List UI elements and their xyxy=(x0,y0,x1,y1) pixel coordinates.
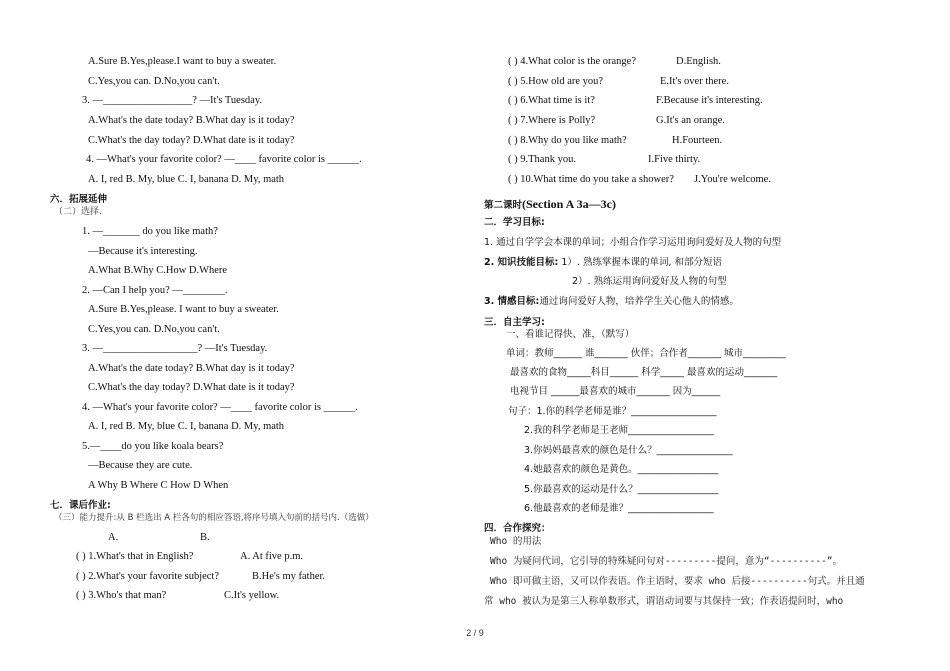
left-q-line-2: A.What B.Why C.How D.Where xyxy=(88,265,228,276)
left-line-6: A. I, red B. My, blue C. I, banana D. My, math xyxy=(88,174,285,185)
who-paragraph-1: Who 为疑问代词，它引导的特殊疑问句对---------提问，意为“----------”。 xyxy=(490,556,842,567)
left-line-0: A.Sure B.Yes,please.I want to buy a sweater. xyxy=(88,56,277,67)
left-q-line-13: A Why B Where C How D When xyxy=(88,480,229,491)
sentence-1: 句子：1.你的科学老师是谁？__________________ xyxy=(508,406,717,417)
match-answer-e: E.It's over there. xyxy=(660,76,729,87)
match-question-8: ( ) 8.Why do you like math? xyxy=(508,135,627,146)
left-q-line-6: 3. —__________________? —It's Tuesday. xyxy=(82,343,268,354)
column-b-label: B. xyxy=(200,532,210,543)
left-line-3: A.What's the date today? B.What day is it today? xyxy=(88,115,295,126)
lesson-section: (Section A 3a—3c) xyxy=(522,197,617,211)
who-usage-title: Who 的用法 xyxy=(490,536,542,547)
left-q-line-10: A. I, red B. My, blue C. I, banana D. My, math xyxy=(88,421,285,432)
vocab-line-2: 最喜欢的食物_____科目______ 科学_____ 最喜欢的运动_______ xyxy=(510,367,778,378)
left-line-4: C.What's the day today? D.What date is it today? xyxy=(88,135,295,146)
section-7-heading: 七．课后作业: xyxy=(50,500,111,511)
match-answer-c: C.It's yellow. xyxy=(224,590,280,601)
self-study-sub: 一、看谁记得快、准，（默写） xyxy=(506,329,635,340)
section-6-heading: 六．拓展延伸 xyxy=(50,194,108,205)
column-a-label: A. xyxy=(108,532,119,543)
match-answer-b: B.He's my father. xyxy=(252,571,326,582)
match-answer-i: I.Five thirty. xyxy=(648,154,701,165)
goal-3 xyxy=(484,295,739,309)
match-question-10: ( ) 10.What time do you take a shower? xyxy=(508,174,674,185)
vocab-line-3: 电视节目 ______最喜欢的城市_______ 因为______ xyxy=(510,386,721,397)
match-question-4: ( ) 4.What color is the orange? xyxy=(508,56,636,67)
match-answer-d: D.English. xyxy=(676,56,721,67)
goal-2 xyxy=(484,256,722,270)
section-6-subheading: （二）选择. xyxy=(54,207,102,217)
cooperation-heading: 四．合作探究： xyxy=(484,523,551,534)
left-q-line-5: C.Yes,you can. D.No,you can't. xyxy=(88,324,220,335)
match-question-3: ( ) 3.Who's that man? xyxy=(76,590,167,601)
sentence-5: 5.你最喜欢的运动是什么？_________________ xyxy=(524,484,719,495)
goal-1: 1. 通过自学学会本课的单词；小组合作学习运用询问爱好及人物的句型 xyxy=(484,237,782,248)
left-q-line-4: A.Sure B.Yes,please. I want to buy a sweater. xyxy=(88,304,279,315)
sentence-3: 3.你妈妈最喜欢的颜色是什么？________________ xyxy=(524,445,733,456)
match-answer-h: H.Fourteen. xyxy=(672,135,723,146)
goals-heading: 二．学习目标: xyxy=(484,217,545,228)
page-number: 2 / 9 xyxy=(466,628,484,638)
left-q-line-0: 1. —_______ do you like math? xyxy=(82,226,218,237)
match-answer-a: A. At five p.m. xyxy=(240,551,303,562)
self-study-heading: 三．自主学习: xyxy=(484,317,545,328)
left-line-2: 3. —_________________? —It's Tuesday. xyxy=(82,95,263,106)
sentence-6: 6.他最喜欢的老师是谁？__________________ xyxy=(524,503,714,514)
left-q-line-12: —Because they are cute. xyxy=(88,460,193,471)
match-question-9: ( ) 9.Thank you. xyxy=(508,154,576,165)
goal-2-text: 1）. 熟练掌握本课的单词, 和部分短语 xyxy=(561,257,722,268)
match-question-5: ( ) 5.How old are you? xyxy=(508,76,604,87)
goal-2b: 2）. 熟练运用询问爱好及人物的句型 xyxy=(572,276,727,287)
match-answer-j: J.You're welcome. xyxy=(694,174,771,185)
who-paragraph-2: Who 即可做主语，又可以作表语。作主语时，要求 who 后接----------句式。并且通 xyxy=(490,576,865,587)
match-question-7: ( ) 7.Where is Polly? xyxy=(508,115,596,126)
lesson-title xyxy=(484,197,616,213)
vocab-line-1: 单词：教师______ 谁_______ 伙伴；合作者_______ 城市_________ xyxy=(506,348,786,359)
match-answer-f: F.Because it's interesting. xyxy=(656,95,763,106)
left-line-1: C.Yes,you can. D.No,you can't. xyxy=(88,76,220,87)
goal-2-label: 2. 知识技能目标: xyxy=(484,257,559,268)
sentence-2: 2.我的科学老师是王老师__________________ xyxy=(524,425,714,436)
section-7-subheading: （三）能力提升:从 B 栏选出 A 栏各句的相应答语,将序号填入句前的括号内.（选做） xyxy=(54,513,374,523)
sentence-4: 4.她最喜欢的颜色是黄色。_________________ xyxy=(524,464,719,475)
left-q-line-1: —Because it's interesting. xyxy=(88,246,198,257)
left-q-line-9: 4. —What's your favorite color? —____ favorite color is ______. xyxy=(82,402,358,413)
left-q-line-3: 2. —Can I help you? —________. xyxy=(82,285,228,296)
left-q-line-8: C.What's the day today? D.What date is it today? xyxy=(88,382,295,393)
who-paragraph-3: 常 who 被认为是第三人称单数形式，谓语动词要与其保持一致；作表语提问时，who xyxy=(484,596,844,607)
goal-3-text: 通过询问爱好人物，培养学生关心他人的情感。 xyxy=(539,296,739,307)
left-q-line-7: A.What's the date today? B.What day is it today? xyxy=(88,363,295,374)
match-question-6: ( ) 6.What time is it? xyxy=(508,95,595,106)
match-answer-g: G.It's an orange. xyxy=(656,115,725,126)
match-question-1: ( ) 1.What's that in English? xyxy=(76,551,194,562)
lesson-prefix: 第二课时 xyxy=(484,200,523,211)
goal-3-label: 3. 情感目标: xyxy=(484,296,540,307)
left-line-5: 4. —What's your favorite color? —____ favorite color is ______. xyxy=(86,154,362,165)
left-q-line-11: 5.—____do you like koala bears? xyxy=(82,441,224,452)
match-question-2: ( ) 2.What's your favorite subject? xyxy=(76,571,220,582)
